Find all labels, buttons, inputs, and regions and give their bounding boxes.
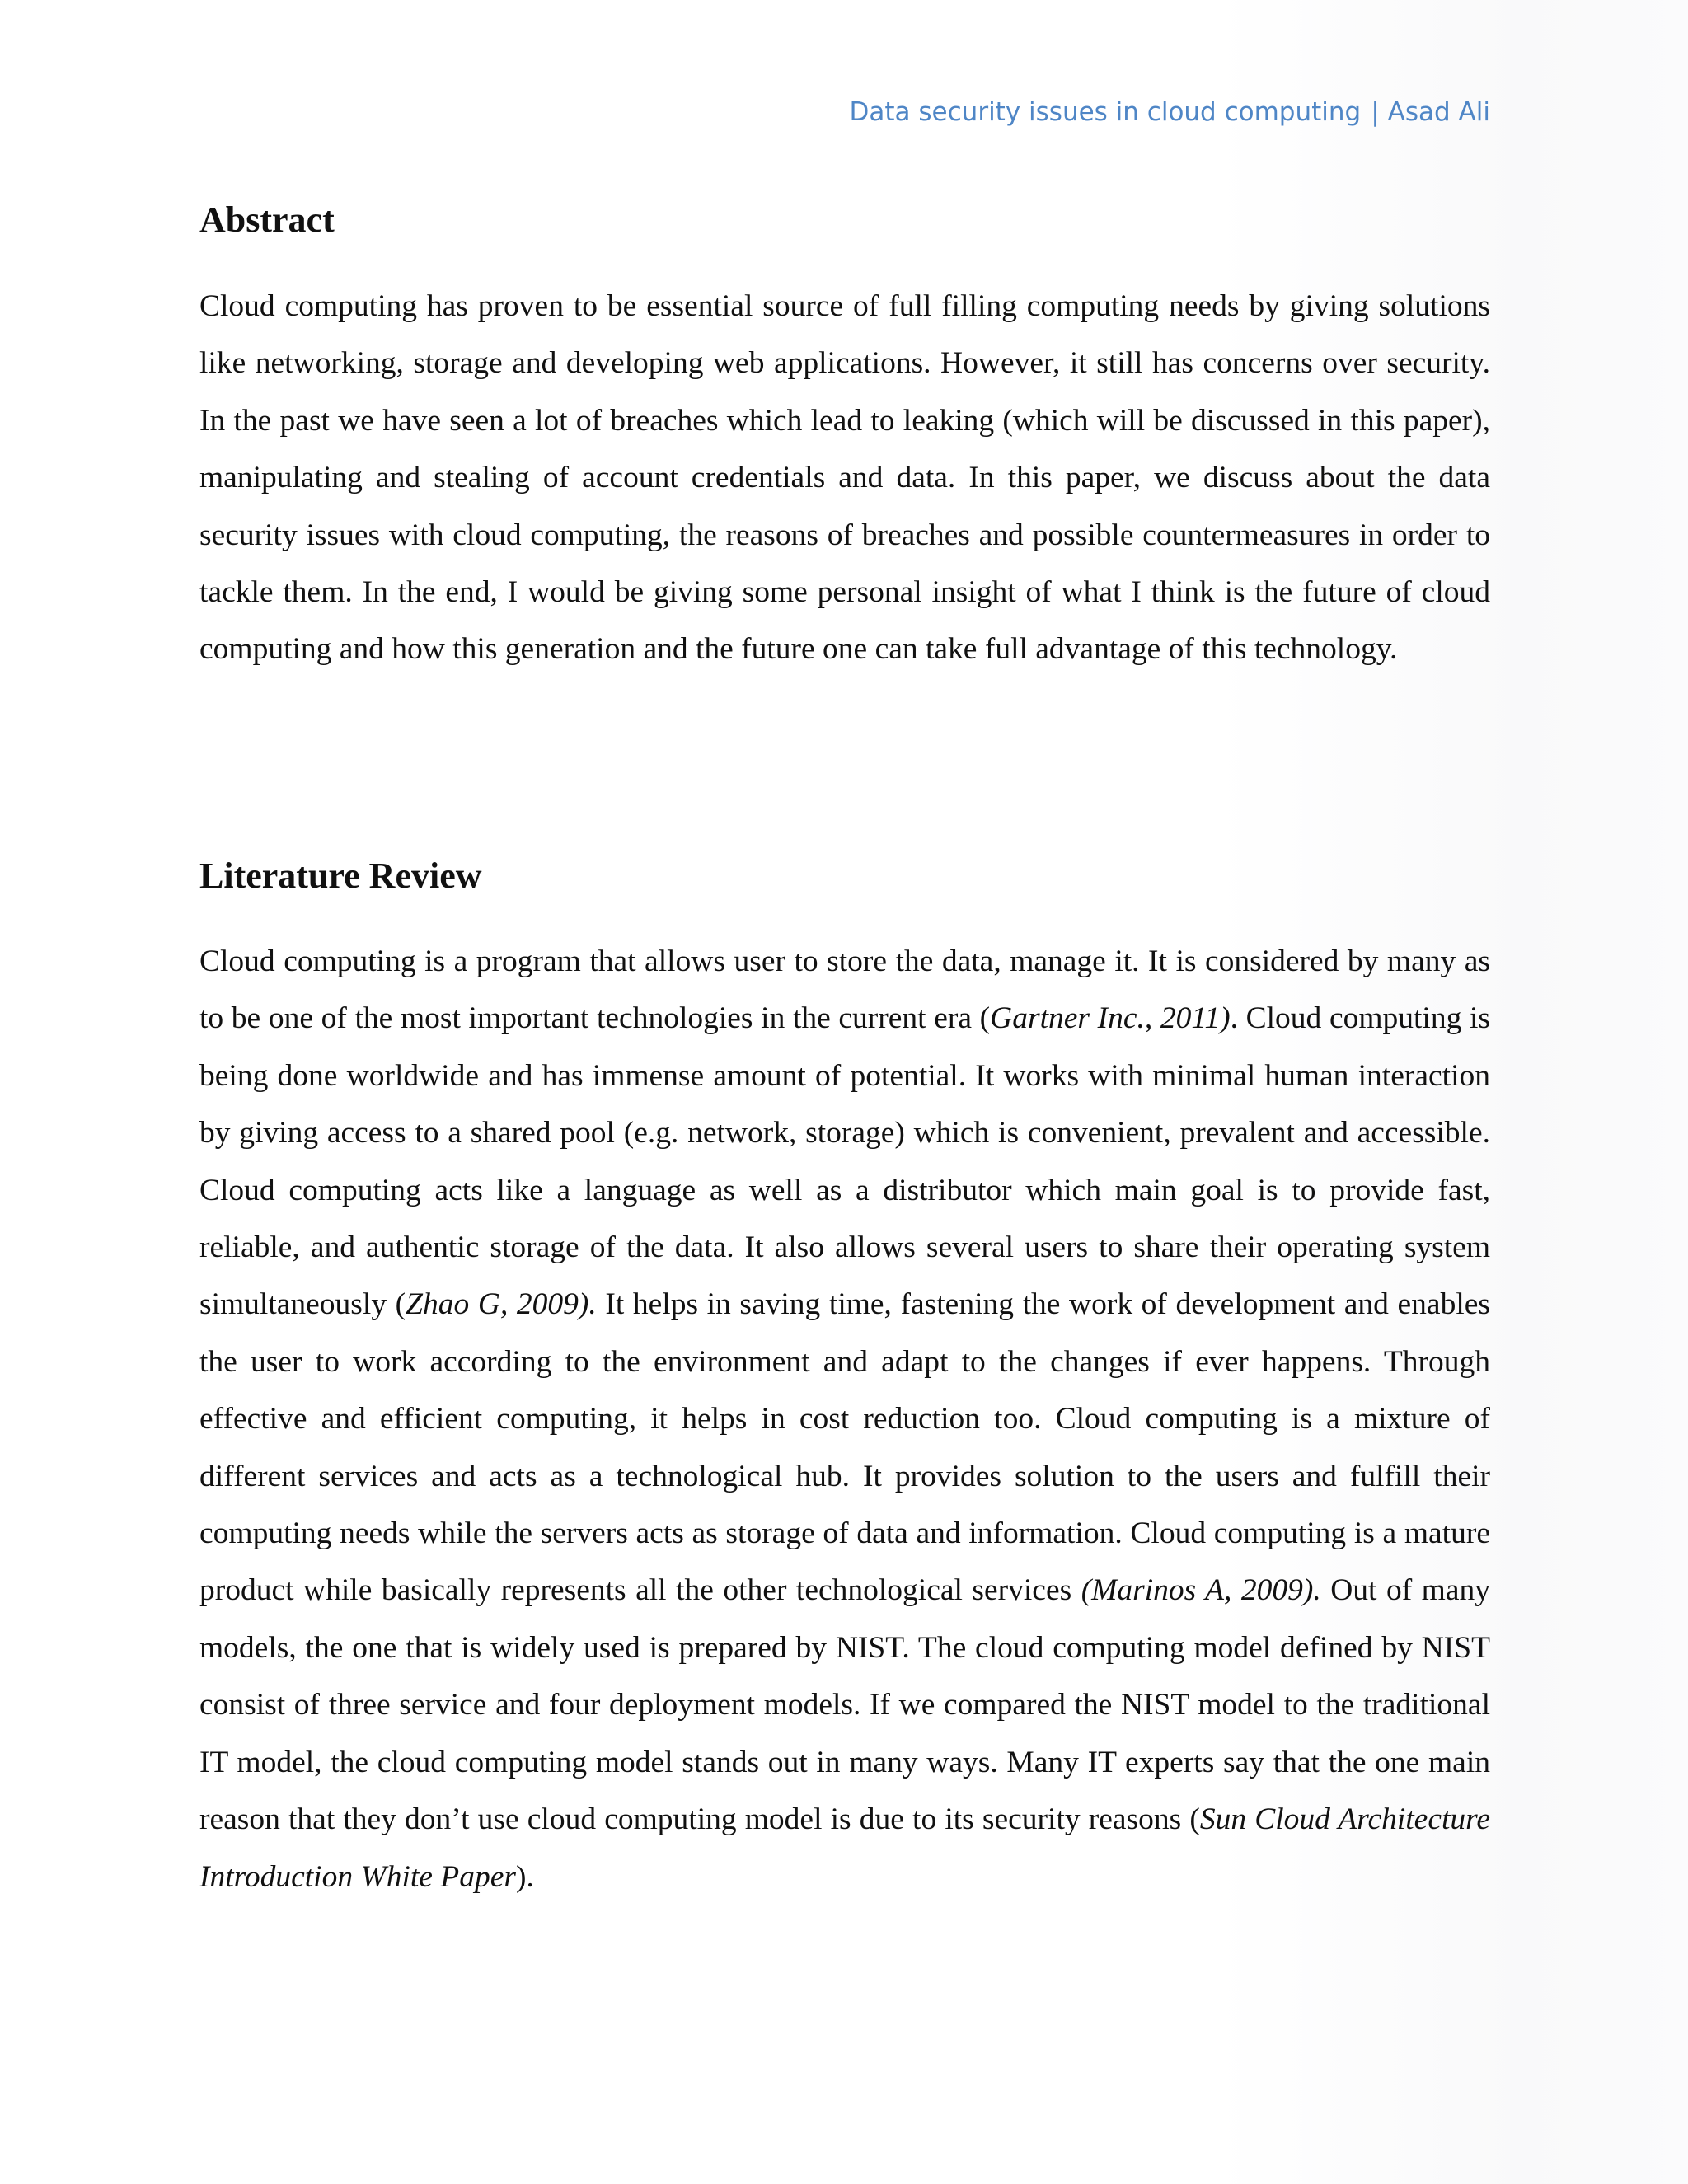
citation-gartner: Gartner Inc., 2011)	[990, 1001, 1231, 1036]
paragraph-text: Out of many models, the one that is widely used is prepared by NIST. The cloud computing model defined by NIST consist of three service and four deployment models. If we compared the NIST model to the traditional IT model, the cloud computing model stands out in many ways. Many IT experts say that the one main reason that they don’t use cloud computing model is due to its security reasons (	[199, 1573, 1490, 1837]
literature-review-paragraph	[199, 933, 1490, 1905]
paragraph-text: ).	[515, 1859, 534, 1894]
abstract-heading: Abstract	[199, 199, 335, 240]
paragraph-text: . Cloud computing is being done worldwide and has immense amount of potential. It works with minimal human interaction by giving access to a shared pool (e.g. network, storage) which is convenient, prevalent and accessible. Cloud computing acts like a language as well as a distributor which main goal is to provide fast, reliable, and authentic storage of the data. It also allows several users to share their operating system simultaneously (	[199, 1001, 1490, 1322]
header-author: Asad Ali	[1387, 97, 1490, 127]
citation-zhao: Zhao G, 2009).	[406, 1287, 597, 1322]
citation-sun-white-paper: Sun Cloud Architecture Introduction White Paper	[199, 1802, 1490, 1894]
header-separator: |	[1371, 97, 1380, 127]
header-title: Data security issues in cloud computing	[849, 97, 1362, 127]
citation-marinos: (Marinos A, 2009).	[1081, 1573, 1321, 1608]
paragraph-text: It helps in saving time, fastening the work of development and enables the user to work according to the environment and adapt to the changes if ever happens. Through effective and efficient computing, it helps in cost reduction too. Cloud computing is a mixture of different services and acts as a technological hub. It provides solution to the users and fulfill their computing needs while the servers acts as storage of data and information. Cloud computing is a mature product while basically represents all the other technological services	[199, 1287, 1490, 1608]
abstract-paragraph: Cloud computing has proven to be essential source of full filling computing needs by giving solutions like networking, storage and developing web applications. However, it still has concerns over security. In the past we have seen a lot of breaches which lead to leaking (which will be discussed in this paper), manipulating and stealing of account credentials and data. In this paper, we discuss about the data security issues with cloud computing, the reasons of breaches and possible countermeasures in order to tackle them. In the end, I would be giving some personal insight of what I think is the future of cloud computing and how this generation and the future one can take full advantage of this technology.	[199, 289, 1490, 667]
literature-review-heading: Literature Review	[199, 855, 482, 896]
paragraph-text: Cloud computing is a program that allows user to store the data, manage it. It is considered by many as to be one of the most important technologies in the current era (	[199, 944, 1490, 1036]
running-header	[850, 97, 1490, 127]
